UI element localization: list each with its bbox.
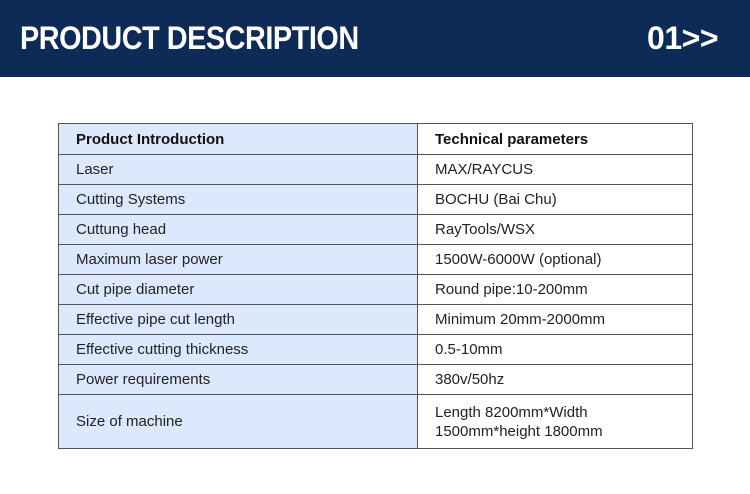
row-value: RayTools/WSX xyxy=(418,215,693,245)
row-value: MAX/RAYCUS xyxy=(418,155,693,185)
table-row xyxy=(59,155,693,185)
column-header-technical-parameters: Technical parameters xyxy=(418,124,693,155)
row-label: Laser xyxy=(59,155,418,185)
column-header-product-introduction: Product Introduction xyxy=(59,124,418,155)
row-label: Size of machine xyxy=(59,395,418,449)
table-row xyxy=(59,275,693,305)
row-value: BOCHU (Bai Chu) xyxy=(418,185,693,215)
table-row xyxy=(59,185,693,215)
row-value: Round pipe:10-200mm xyxy=(418,275,693,305)
row-label: Cut pipe diameter xyxy=(59,275,418,305)
row-label: Cutting Systems xyxy=(59,185,418,215)
page-number-label: 01>> xyxy=(647,20,718,56)
header-banner xyxy=(0,0,750,77)
row-label: Effective pipe cut length xyxy=(59,305,418,335)
row-label: Cuttung head xyxy=(59,215,418,245)
table-row xyxy=(59,335,693,365)
table-row xyxy=(59,395,693,449)
row-value: 1500W-6000W (optional) xyxy=(418,245,693,275)
row-value: 380v/50hz xyxy=(418,365,693,395)
table-header-row xyxy=(59,124,693,155)
table-row xyxy=(59,365,693,395)
row-value: 0.5-10mm xyxy=(418,335,693,365)
row-label: Effective cutting thickness xyxy=(59,335,418,365)
spec-table xyxy=(58,123,693,449)
row-value: Length 8200mm*Width 1500mm*height 1800mm xyxy=(418,395,693,449)
table-row xyxy=(59,245,693,275)
table-row xyxy=(59,215,693,245)
row-label: Power requirements xyxy=(59,365,418,395)
row-label: Maximum laser power xyxy=(59,245,418,275)
page-title: PRODUCT DESCRIPTION xyxy=(20,20,359,56)
table-row xyxy=(59,305,693,335)
row-value: Minimum 20mm-2000mm xyxy=(418,305,693,335)
